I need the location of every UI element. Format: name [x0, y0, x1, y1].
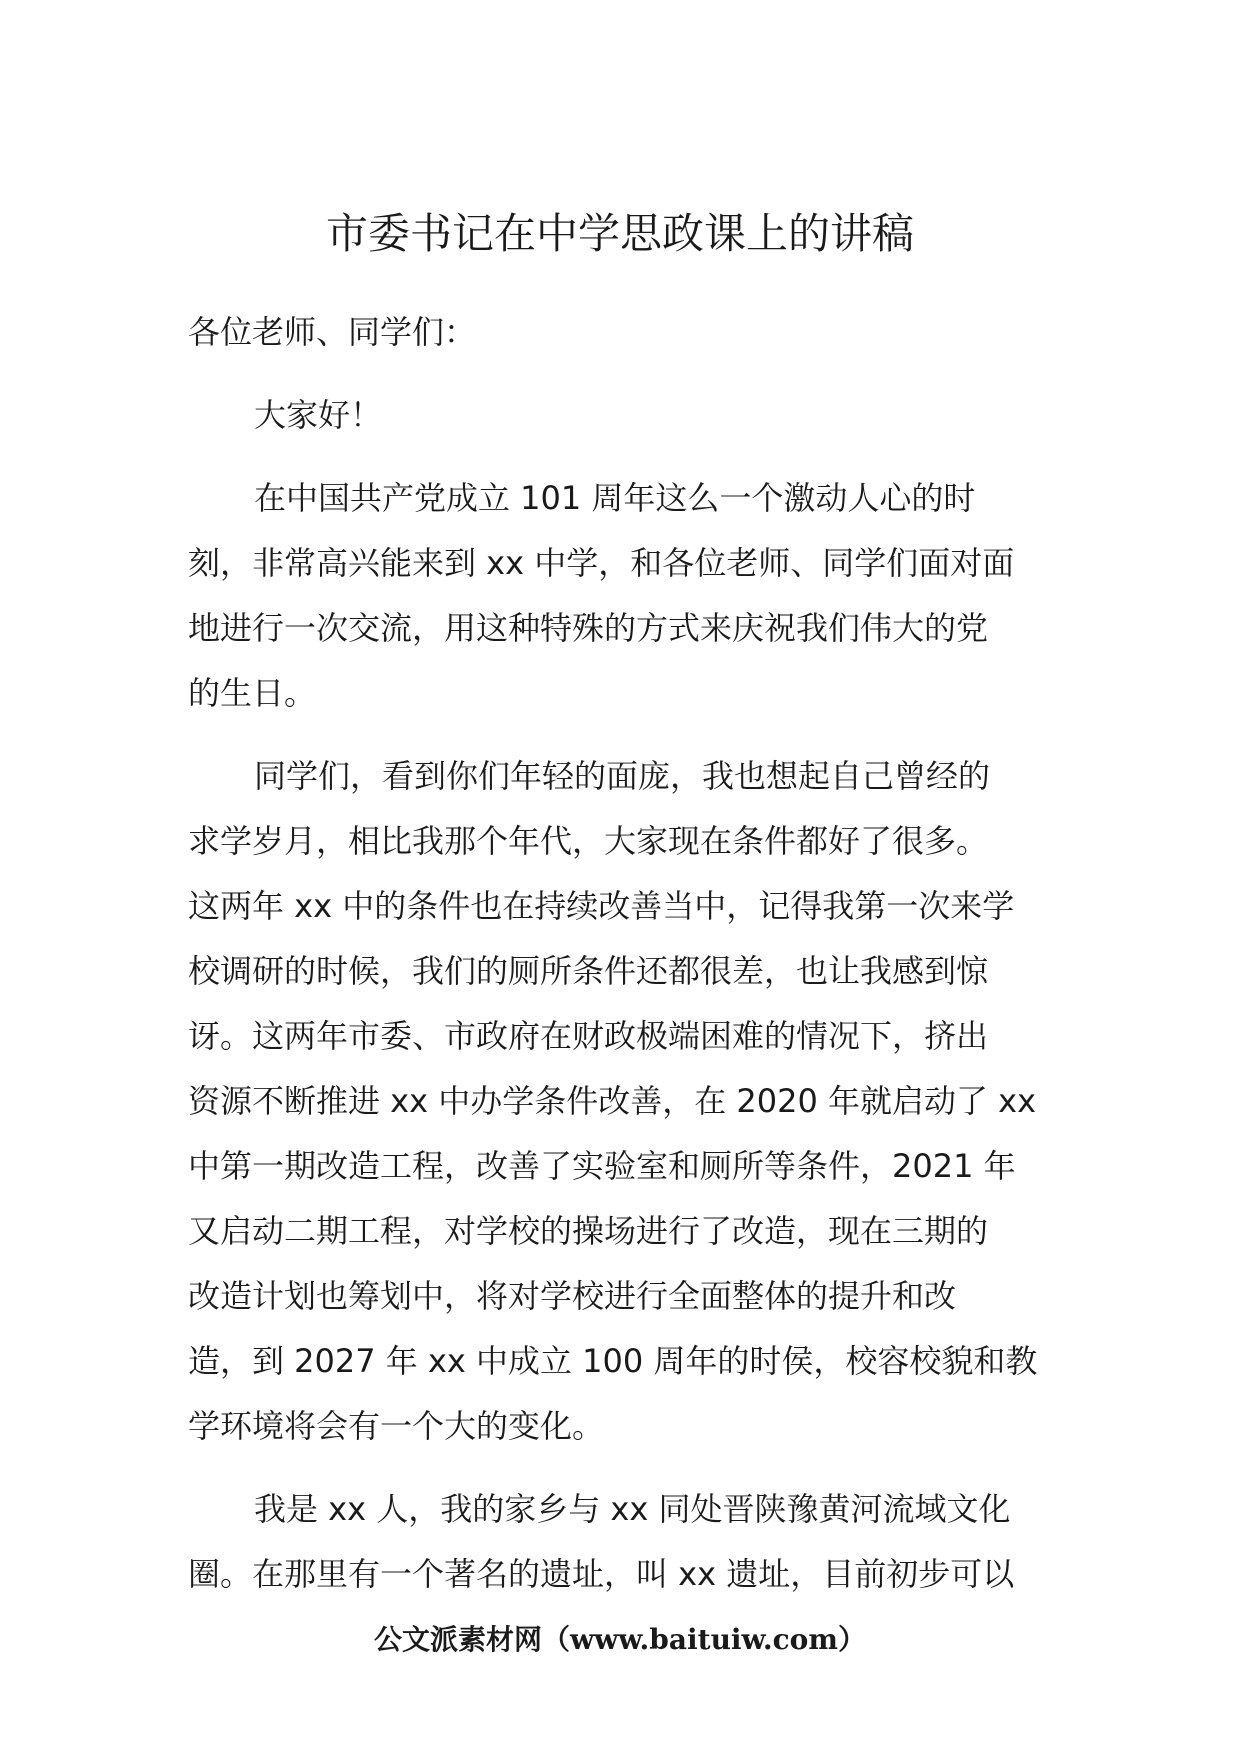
greeting-line: 大家好！ [254, 396, 383, 434]
paragraph-2-line: 这两年 xx 中的条件也在持续改善当中，记得我第一次来学 [188, 887, 1015, 925]
paragraph-1-line: 在中国共产党成立 101 周年这么一个激动人心的时 [254, 479, 976, 517]
paragraph-1-line: 地进行一次交流，用这种特殊的方式来庆祝我们伟大的党 [188, 609, 989, 647]
paragraph-2-line: 求学岁月，相比我那个年代，大家现在条件都好了很多。 [188, 822, 989, 860]
paragraph-3-line: 圈。在那里有一个著名的遗址，叫 xx 遗址，目前初步可以 [188, 1555, 1015, 1593]
paragraph-1-line: 刻，非常高兴能来到 xx 中学，和各位老师、同学们面对面 [188, 544, 1015, 582]
paragraph-2-line: 中第一期改造工程，改善了实验室和厕所等条件，2021 年 [188, 1147, 1016, 1185]
paragraph-2-line: 讶。这两年市委、市政府在财政极端困难的情况下，挤出 [188, 1017, 989, 1055]
paragraph-2-line: 又启动二期工程，对学校的操场进行了改造，现在三期的 [188, 1212, 989, 1250]
paragraph-2-line: 校调研的时候，我们的厕所条件还都很差，也让我感到惊 [188, 952, 989, 990]
paragraph-2-line: 同学们，看到你们年轻的面庞，我也想起自己曾经的 [254, 757, 991, 795]
paragraph-2-line: 学环境将会有一个大的变化。 [188, 1407, 605, 1445]
paragraph-3-line: 我是 xx 人，我的家乡与 xx 同处晋陕豫黄河流域文化 [254, 1490, 1011, 1528]
footer-watermark: 公文派素材网（www.baituiw.com） [374, 1623, 866, 1656]
document-body [188, 300, 1068, 1607]
salutation-line: 各位老师、同学们： [188, 313, 477, 351]
paragraph-2-line: 造，到 2027 年 xx 中成立 100 周年的时侯，校容校貌和教 [188, 1342, 1038, 1380]
document-title: 市委书记在中学思政课上的讲稿 [325, 209, 914, 258]
paragraph-2-line: 资源不断推进 xx 中办学条件改善，在 2020 年就启动了 xx [188, 1082, 1037, 1120]
paragraph-1-line: 的生日。 [188, 674, 317, 712]
paragraph-2-line: 改造计划也筹划中，将对学校进行全面整体的提升和改 [188, 1277, 957, 1315]
